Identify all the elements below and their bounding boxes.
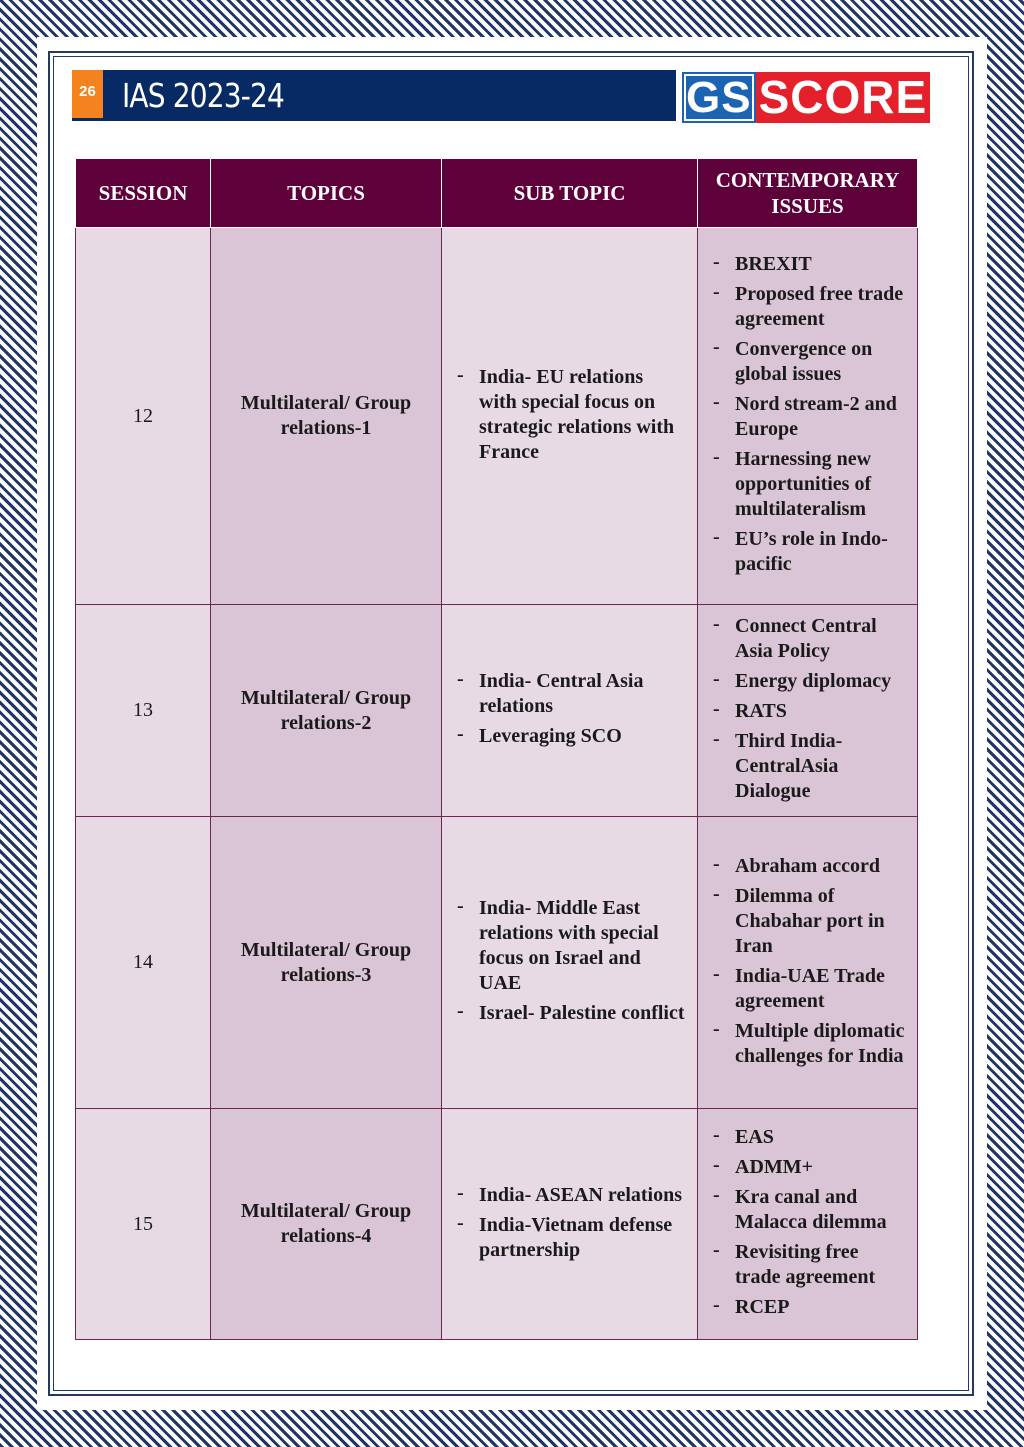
- subtopic-item: - Israel- Palestine conflict: [479, 1001, 685, 1026]
- session-number: 13: [76, 605, 211, 817]
- topic-line: relations-4: [280, 1225, 372, 1247]
- header-sub-topic: SUB TOPIC: [442, 159, 698, 228]
- issue-item: - Proposed free trade agreement: [735, 282, 905, 332]
- table-row: [76, 228, 918, 605]
- subtopic-cell: [442, 228, 698, 605]
- subtopic-item: - India- EU relations with special focus on strategic relations with France: [479, 365, 685, 465]
- subtopic-cell: [442, 1109, 698, 1340]
- subtopic-item: - Leveraging SCO: [479, 724, 685, 749]
- issue-item: - RATS: [735, 699, 905, 724]
- issues-cell: [698, 1109, 918, 1340]
- header-session: SESSION: [76, 159, 211, 228]
- issue-item: - Kra canal and Malacca dilemma: [735, 1185, 905, 1235]
- session-number: 14: [76, 817, 211, 1109]
- issue-item: - EAS: [735, 1125, 905, 1150]
- issue-item: - EU’s role in Indo-pacific: [735, 527, 905, 577]
- topic-line: relations-1: [280, 417, 372, 439]
- subtopic-cell: [442, 605, 698, 817]
- subtopic-cell: [442, 817, 698, 1109]
- gs-score-logo: [682, 72, 930, 123]
- table-row: [76, 605, 918, 817]
- session-number: 15: [76, 1109, 211, 1340]
- topic-cell: [211, 1109, 442, 1340]
- syllabus-table: [75, 158, 918, 1340]
- issue-item: - Revisiting free trade agreement: [735, 1240, 905, 1290]
- issue-item: - Convergence on global issues: [735, 337, 905, 387]
- page: [37, 37, 987, 1410]
- issue-item: - Abraham accord: [735, 854, 905, 879]
- topic-line: Multilateral/ Group: [240, 392, 412, 414]
- topic-cell: [211, 817, 442, 1109]
- subtopic-item: - India-Vietnam defense partnership: [479, 1213, 685, 1263]
- topic-line: Multilateral/ Group: [240, 938, 412, 961]
- topic-cell: [211, 605, 442, 817]
- issues-cell: [698, 228, 918, 605]
- issue-item: - Dilemma of Chabahar port in Iran: [735, 884, 905, 959]
- subtopic-item: - India- ASEAN relations: [479, 1183, 685, 1208]
- table-header-row: [76, 159, 918, 228]
- issue-item: - India-UAE Trade agreement: [735, 964, 905, 1014]
- header-title: IAS 2023-24: [122, 76, 285, 115]
- issue-item: - Third India-CentralAsia Dialogue: [735, 729, 905, 804]
- subtopic-item: - India- Middle East relations with special focus on Israel and UAE: [479, 896, 685, 996]
- issue-item: - Nord stream-2 and Europe: [735, 392, 905, 442]
- table-row: [76, 817, 918, 1109]
- issues-cell: [698, 817, 918, 1109]
- issue-item: - Harnessing new opportunities of multilateralism: [735, 447, 905, 522]
- issue-item: - Connect Central Asia Policy: [735, 614, 905, 664]
- issue-item: - BREXIT: [735, 252, 905, 277]
- topic-cell: [211, 228, 442, 605]
- issue-item: - RCEP: [735, 1295, 905, 1320]
- header-contemporary-issues: CONTEMPORARY ISSUES: [698, 159, 918, 228]
- logo-score: SCORE: [756, 72, 931, 123]
- topic-line: relations-2: [280, 711, 372, 734]
- issue-item: - Multiple diplomatic challenges for India: [735, 1019, 905, 1069]
- topic-line: Multilateral/ Group: [240, 686, 412, 709]
- issue-item: - Energy diplomacy: [735, 669, 905, 694]
- topic-line: relations-3: [280, 963, 372, 986]
- page-number: 26: [72, 70, 103, 118]
- issue-item: - ADMM+: [735, 1155, 905, 1180]
- session-number: 12: [76, 228, 211, 605]
- logo-gs: GS: [682, 72, 756, 123]
- table-row: [76, 1109, 918, 1340]
- topic-line: Multilateral/ Group: [240, 1200, 412, 1222]
- issues-cell: [698, 605, 918, 817]
- header-topics: TOPICS: [211, 159, 442, 228]
- subtopic-item: - India- Central Asia relations: [479, 669, 685, 719]
